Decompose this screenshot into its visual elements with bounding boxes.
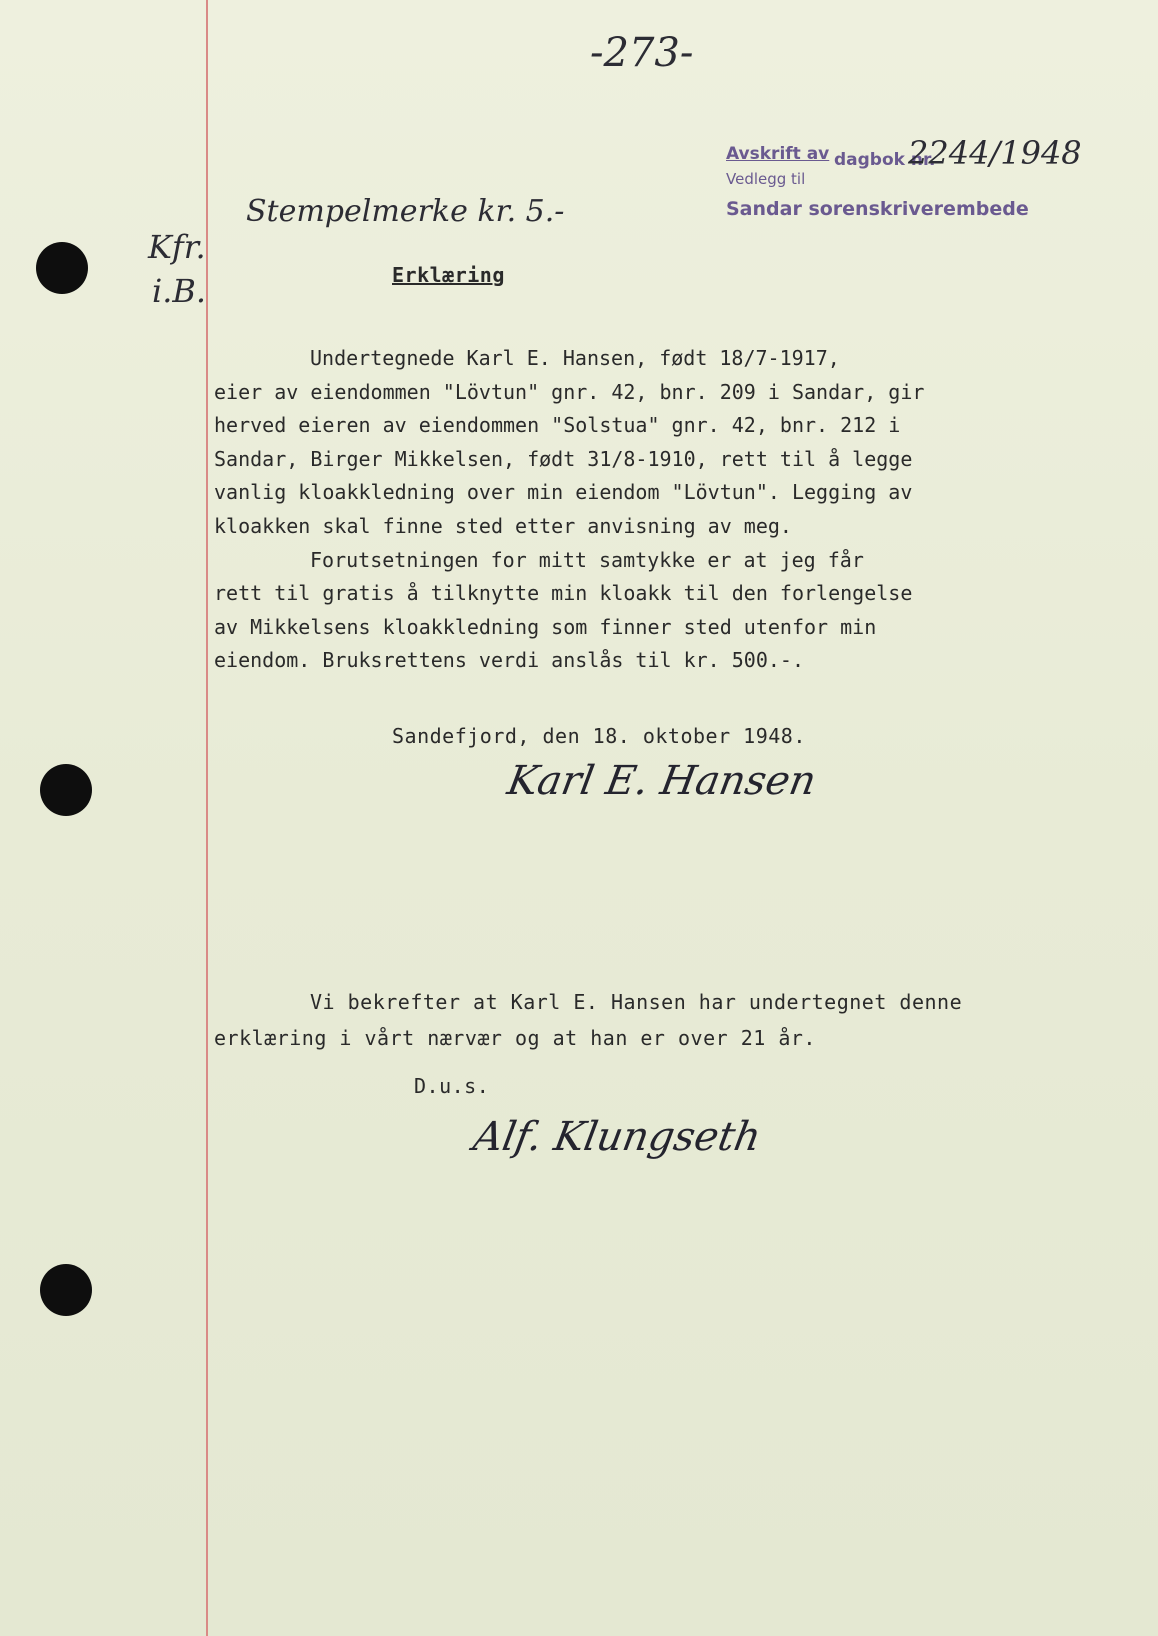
body-line: Sandar, Birger Mikkelsen, født 31/8-1910, rett til å legge: [214, 446, 913, 471]
margin-initials-2: i.B.: [152, 272, 207, 310]
stamp-vedlegg: Vedlegg til: [726, 170, 806, 188]
stamp-dagbok-number: 2244/1948: [908, 134, 1082, 172]
stamp-office: Sandar sorenskriverembede: [726, 198, 1029, 220]
document-title: Erklæring: [392, 263, 505, 287]
body-line: vanlig kloakkledning over min eiendom "Lövtun". Legging av: [214, 480, 913, 505]
red-margin-line: [206, 0, 208, 1636]
body-line: eiendom. Bruksrettens verdi anslås til kr. 500.-.: [214, 648, 805, 673]
punch-hole-middle: [40, 764, 92, 816]
place-date: Sandefjord, den 18. oktober 1948.: [392, 724, 806, 748]
witness-line-1: Vi bekrefter at Karl E. Hansen har undertegnet denne: [310, 990, 963, 1014]
body-line: Forutsetningen for mitt samtykke er at jeg får: [310, 547, 864, 572]
stamp-avskrift: Avskrift av: [726, 144, 830, 164]
signature-karl-hansen: Karl E. Hansen: [503, 758, 820, 804]
page-number: -273-: [590, 30, 694, 76]
punch-hole-top: [36, 242, 88, 294]
body-line: rett til gratis å tilknytte min kloakk til den forlengelse: [214, 581, 913, 606]
body-line: av Mikkelsens kloakkledning som finner sted utenfor min: [214, 614, 877, 639]
closing-dus: D.u.s.: [414, 1074, 490, 1098]
signature-alf-klungseth: Alf. Klungseth: [469, 1114, 765, 1160]
margin-initials-1: Kfr.: [148, 228, 206, 266]
declaration-body: [214, 342, 1014, 678]
body-line: herved eieren av eiendommen "Solstua" gnr. 42, bnr. 212 i: [214, 413, 901, 438]
stamp-dagbok: dagbok nr.: [834, 150, 936, 170]
body-line: eier av eiendommen "Lövtun" gnr. 42, bnr. 209 i Sandar, gir: [214, 379, 925, 404]
witness-line-2: erklæring i vårt nærvær og at han er over 21 år.: [214, 1026, 816, 1050]
punch-hole-bottom: [40, 1264, 92, 1316]
body-line: kloakken skal finne sted etter anvisning av meg.: [214, 513, 792, 538]
body-line: Undertegnede Karl E. Hansen, født 18/7-1917,: [310, 346, 840, 370]
fee-note: Stempelmerke kr. 5.-: [246, 194, 565, 229]
